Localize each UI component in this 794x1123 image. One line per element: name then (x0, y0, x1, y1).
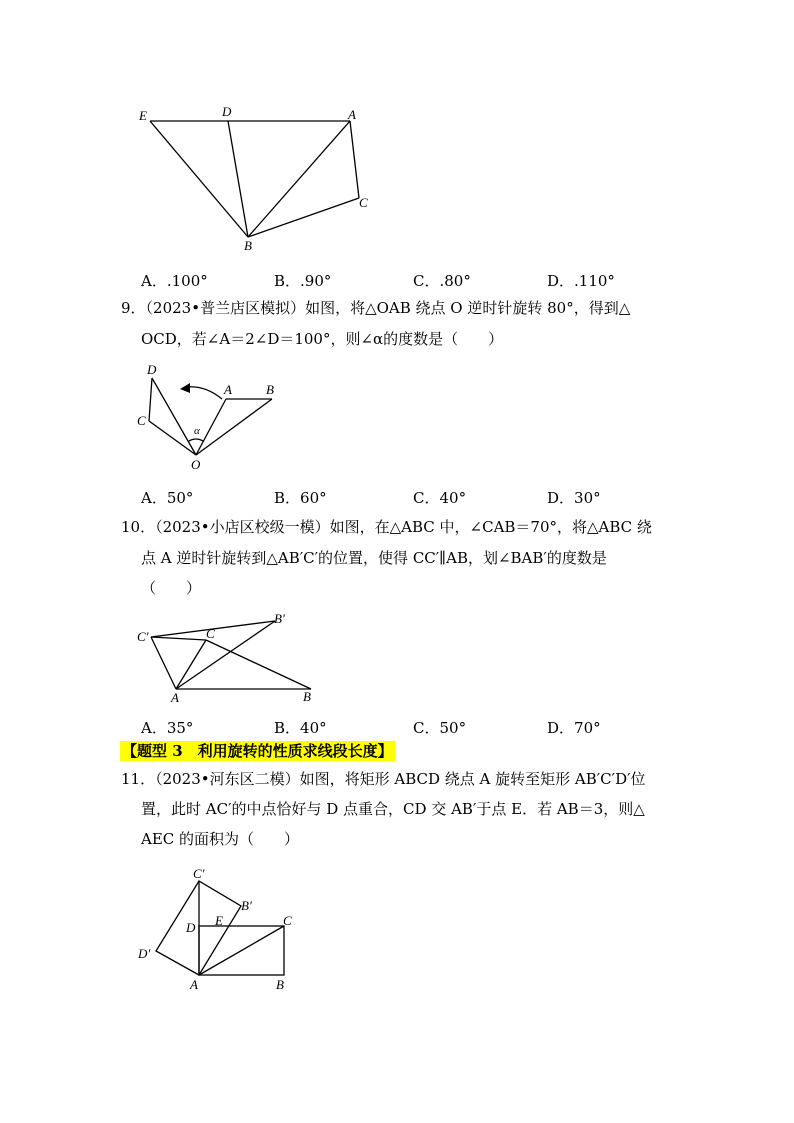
q8-label-e: E (139, 108, 147, 123)
q9-angle-arc (189, 439, 203, 441)
q11-label-c1: C′ (193, 866, 205, 881)
section-heading: 【题型 3 利用旋转的性质求线段长度】 (122, 742, 393, 760)
q10-text-line1: 10．（2023•小店区校级一模）如图，在△ABC 中，∠CAB＝70°，将△ABC 绕 (121, 518, 652, 536)
q11-label-d: D (186, 920, 196, 935)
q8-option-c[interactable]: C．.80° (413, 272, 471, 290)
q11-segment-ac (199, 926, 284, 975)
q10-text-line2: 点 A 逆时针旋转到△AB′C′的位置，使得 CC′∥AB，划∠BAB′的度数是 (141, 549, 607, 567)
q9-label-alpha: α (194, 425, 200, 437)
q11-rectangle-abcd (199, 926, 284, 975)
q10-label-b: B (303, 689, 311, 704)
q11-label-e: E (215, 913, 223, 928)
q9-label-c: C (137, 413, 146, 428)
q9-segment-do (152, 378, 196, 455)
q9-rotation-arrow (186, 387, 222, 399)
q9-option-a[interactable]: A．50° (141, 489, 194, 507)
q11-label-c: C (283, 913, 292, 928)
q11-text-line1: 11．（2023•河东区二模）如图，将矩形 ABCD 绕点 A 旋转至矩形 AB′C′D′位 (121, 770, 646, 788)
q11-text-line3: AEC 的面积为（ ） (141, 830, 300, 848)
q11-label-b1: B′ (241, 898, 252, 913)
q11-rectangle-ab1c1d1 (156, 881, 241, 975)
q9-label-a: A (224, 382, 232, 397)
q9-segment-bo (196, 399, 272, 455)
q9-text-line1: 9．（2023•普兰店区模拟）如图，将△OAB 绕点 O 逆时针旋转 80°，得到△ (121, 299, 631, 317)
q10-segment-ab1 (176, 621, 275, 689)
q9-segment-dc (149, 378, 152, 421)
q9-label-b: B (266, 382, 274, 397)
q8-option-a[interactable]: A．.100° (141, 272, 208, 290)
q9-text-line2: OCD，若∠A＝2∠D＝100°，则∠α的度数是（ ） (141, 330, 504, 348)
q10-segment-cb (206, 640, 311, 689)
q9-option-c[interactable]: C．40° (413, 489, 467, 507)
q11-label-a: A (190, 977, 198, 992)
q9-option-b[interactable]: B．60° (274, 489, 327, 507)
q10-option-d[interactable]: D．70° (547, 719, 601, 737)
q10-option-c[interactable]: C．50° (413, 719, 467, 737)
q8-label-b: B (244, 238, 252, 253)
q9-option-d[interactable]: D．30° (547, 489, 601, 507)
q8-label-d: D (222, 104, 232, 119)
q10-segment-ac (176, 640, 206, 689)
q10-label-c1: C′ (137, 629, 149, 644)
q8-label-a: A (348, 107, 356, 122)
q9-label-d: D (147, 362, 157, 377)
q10-label-b1: B′ (274, 611, 285, 626)
q9-arrow-head (180, 383, 190, 393)
q8-option-d[interactable]: D．.110° (547, 272, 615, 290)
q11-label-d1: D′ (138, 946, 151, 961)
q11-label-b: B (276, 977, 284, 992)
q8-segment-ac (350, 121, 359, 198)
q11-text-line2: 置，此时 AC′的中点恰好与 D 点重合，CD 交 AB′于点 E．若 AB＝3，则△ (141, 800, 645, 818)
q10-label-a: A (171, 690, 179, 705)
q9-label-o: O (191, 457, 201, 472)
q8-label-c: C (359, 195, 368, 210)
q8-segment-db (228, 121, 248, 237)
q10-option-a[interactable]: A．35° (141, 719, 194, 737)
q10-text-line3: （ ） (141, 579, 202, 597)
q10-segment-c1c (151, 637, 206, 640)
q8-option-b[interactable]: B．.90° (274, 272, 332, 290)
q9-segment-ao (196, 399, 226, 455)
q8-segment-ab (248, 121, 350, 237)
q10-segment-c1a (151, 637, 176, 689)
q8-segment-eb (150, 121, 248, 237)
q9-segment-co (149, 421, 196, 455)
q10-label-c: C (206, 626, 215, 641)
q8-segment-cb (248, 198, 359, 237)
q10-option-b[interactable]: B．40° (274, 719, 327, 737)
